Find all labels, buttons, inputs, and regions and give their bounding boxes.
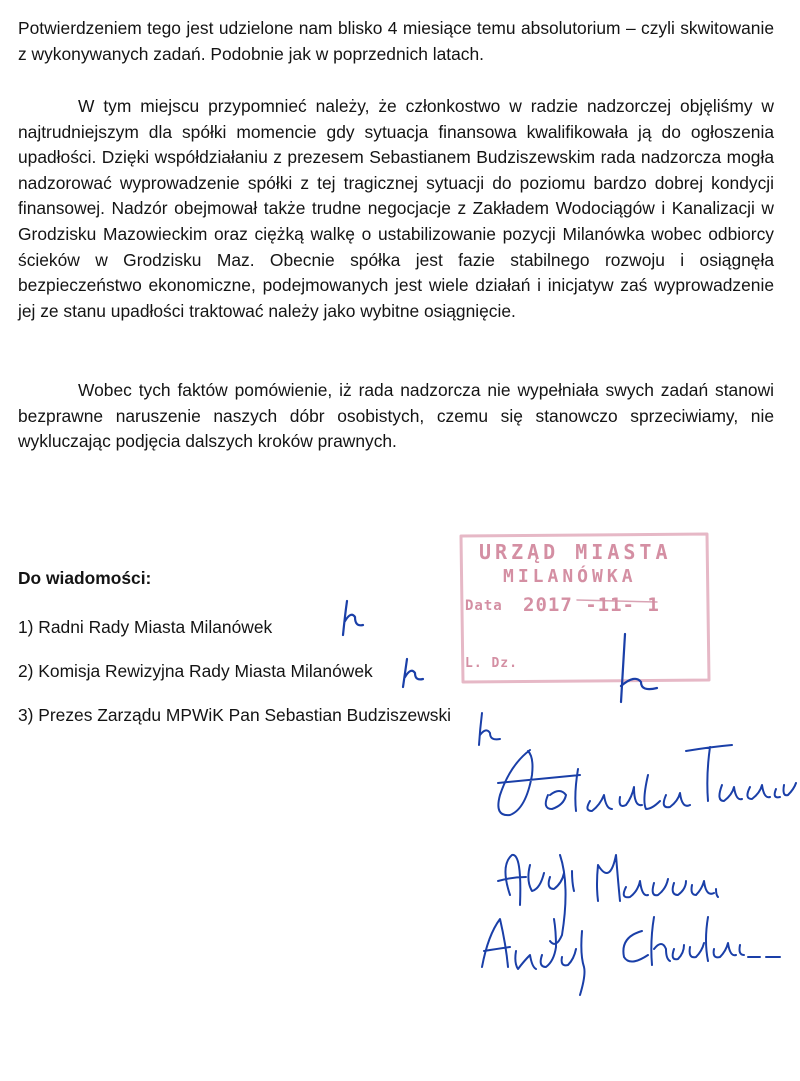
stamp-line-1: URZĄD MIASTA <box>479 540 672 564</box>
initial-mark-icon <box>595 630 675 710</box>
initial-mark-icon <box>335 595 375 640</box>
stamp-date-label: Data <box>465 598 503 614</box>
recipient-item: 2) Komisja Rewizyjna Rady Miasta Milanówek <box>18 661 373 681</box>
stamp-date-value: 2017 -11- 1 <box>523 594 660 616</box>
recipient-item: 3) Prezes Zarządu MPWiK Pan Sebastian Budziszewski <box>18 705 452 725</box>
recipient-item: 1) Radni Rady Miasta Milanówek <box>18 617 273 637</box>
handwritten-signatures-icon <box>470 705 800 1005</box>
paragraph-2: W tym miejscu przypomnieć należy, że członkostwo w radzie nadzorczej objęliśmy w najtrudniejszym dla spółki momencie gdy sytuacja finansowa kwalifikowała ją do ogłoszenia upadłości. Dzięki współdziałaniu z prezesem Sebastianem Budziszewskim rada nadzorcza mogła nadzorować wyprowadzenie spółki z tej tragicznej sytuacji do poziomu bardzo dobrej kondycji finansowej. Nadzór obejmował także trudne negocjacje z Zakładem Wodociągów i Kanalizacji w Grodzisku Mazowieckim oraz ciężką walkę o ustabilizowanie pozycji Milanówka wobec odbiorcy ścieków w Grodzisku Maz. Obecnie spółka jest fazie stabilnego rozwoju i osiągnęła bezpieczeństwo ekonomiczne, podejmowanych jest wiele działań i inicjatyw zaś wyprowadzenie jej ze stanu upadłości traktować należy jako wybitne osiągnięcie. <box>18 96 774 321</box>
paragraph-3: Wobec tych faktów pomówienie, iż rada nadzorcza nie wypełniała swych zadań stanowi bezprawne naruszenie naszych dóbr osobistych, czemu się stanowczo sprzeciwiamy, nie wykluczając podjęcia dalszych kroków prawnych. <box>18 380 774 452</box>
recipients-heading: Do wiadomości: <box>18 568 152 588</box>
initial-mark-icon <box>397 655 433 691</box>
stamp-number-label: L. Dz. <box>465 656 518 671</box>
paragraph-1: Potwierdzeniem tego jest udzielone nam blisko 4 miesiące temu absolutorium – czyli skwitowanie z wykonywanych zadań. Podobnie jak w poprzednich latach. <box>18 18 774 64</box>
stamp-line-2: MILANÓWKA <box>503 566 637 587</box>
office-stamp <box>457 530 715 688</box>
